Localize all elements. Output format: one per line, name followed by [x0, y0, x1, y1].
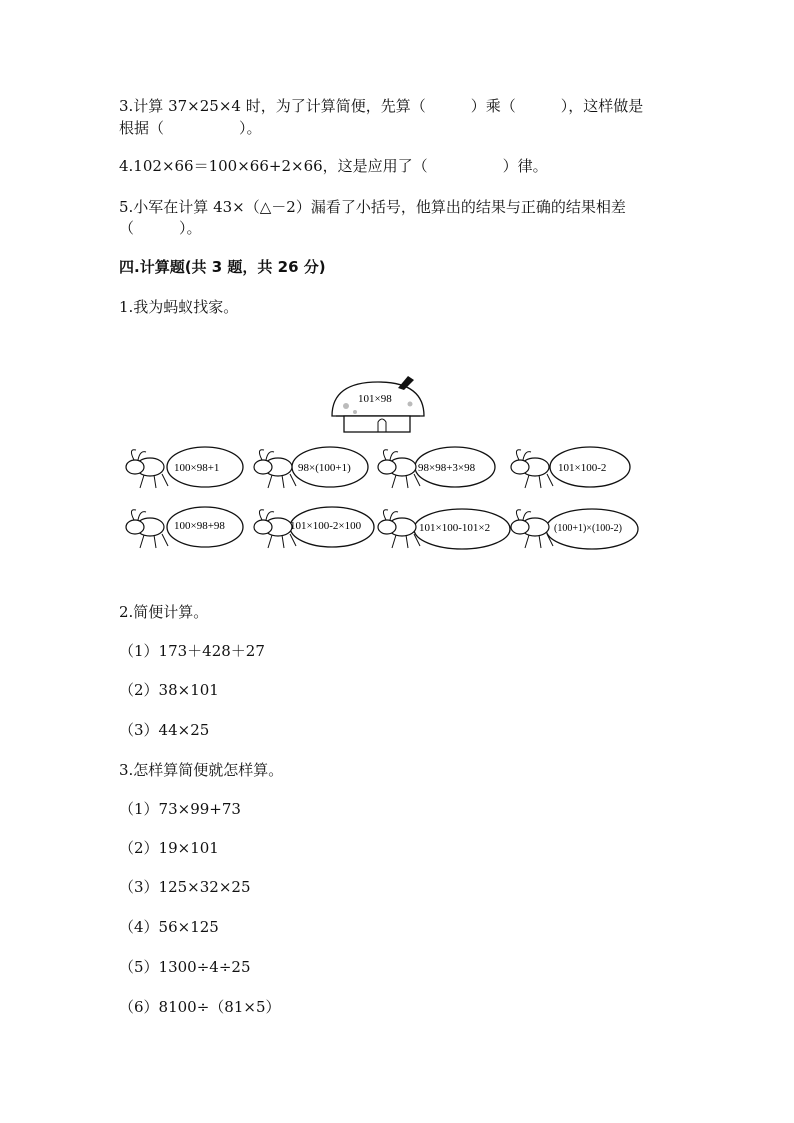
- ant-2-4: [511, 509, 638, 549]
- question-3-line-2: 根据（ ）。: [119, 119, 262, 137]
- ant-label-1-2: 98×(100+1): [298, 462, 351, 474]
- ant-2-3: [378, 509, 510, 549]
- ant-house-figure: [110, 370, 670, 565]
- calc-question-2-item-1: （1）173＋428＋27: [119, 642, 265, 660]
- calc-question-3-item-6: （6）8100÷（81×5）: [119, 998, 281, 1016]
- calc-question-3-title: 3.怎样算简便就怎样算。: [119, 761, 284, 779]
- ant-label-1-1: 100×98+1: [174, 462, 220, 474]
- calc-question-3-item-1: （1）73×99+73: [119, 800, 241, 818]
- ant-label-1-3: 98×98+3×98: [418, 462, 476, 474]
- ant-label-2-2: 101×100-2×100: [290, 520, 362, 532]
- question-5-line-2: （ ）。: [119, 219, 202, 237]
- calc-question-2-item-2: （2）38×101: [119, 681, 219, 699]
- calc-question-3-item-2: （2）19×101: [119, 839, 219, 857]
- calc-question-1-title: 1.我为蚂蚁找家。: [119, 298, 239, 316]
- calc-question-2-title: 2.简便计算。: [119, 603, 209, 621]
- ant-1-4: [511, 447, 630, 488]
- calc-question-3-item-5: （5）1300÷4÷25: [119, 958, 251, 976]
- ant-label-2-4: (100+1)×(100-2): [554, 523, 622, 534]
- ant-1-3: [378, 447, 495, 488]
- house-label: 101×98: [358, 393, 392, 405]
- ant-label-2-3: 101×100-101×2: [419, 522, 491, 534]
- ant-2-2: [254, 507, 374, 548]
- mushroom-house: [332, 376, 424, 432]
- question-4-line: 4.102×66＝100×66+2×66，这是应用了（ ）律。: [119, 157, 548, 175]
- ant-1-2: [254, 447, 368, 488]
- calc-question-3-item-3: （3）125×32×25: [119, 878, 251, 896]
- ant-label-1-4: 101×100-2: [558, 462, 607, 474]
- ant-2-1: [126, 507, 243, 548]
- ant-1-1: [126, 447, 243, 488]
- question-5-line-1: 5.小军在计算 43×（△－2）漏看了小括号，他算出的结果与正确的结果相差: [119, 198, 626, 216]
- section-title: 四.计算题(共 3 题，共 26 分): [119, 258, 326, 276]
- ant-label-2-1: 100×98+98: [174, 520, 225, 532]
- question-3-line-1: 3.计算 37×25×4 时，为了计算简便，先算（ ）乘（ ），这样做是: [119, 97, 644, 115]
- calc-question-3-item-4: （4）56×125: [119, 918, 219, 936]
- calc-question-2-item-3: （3）44×25: [119, 721, 210, 739]
